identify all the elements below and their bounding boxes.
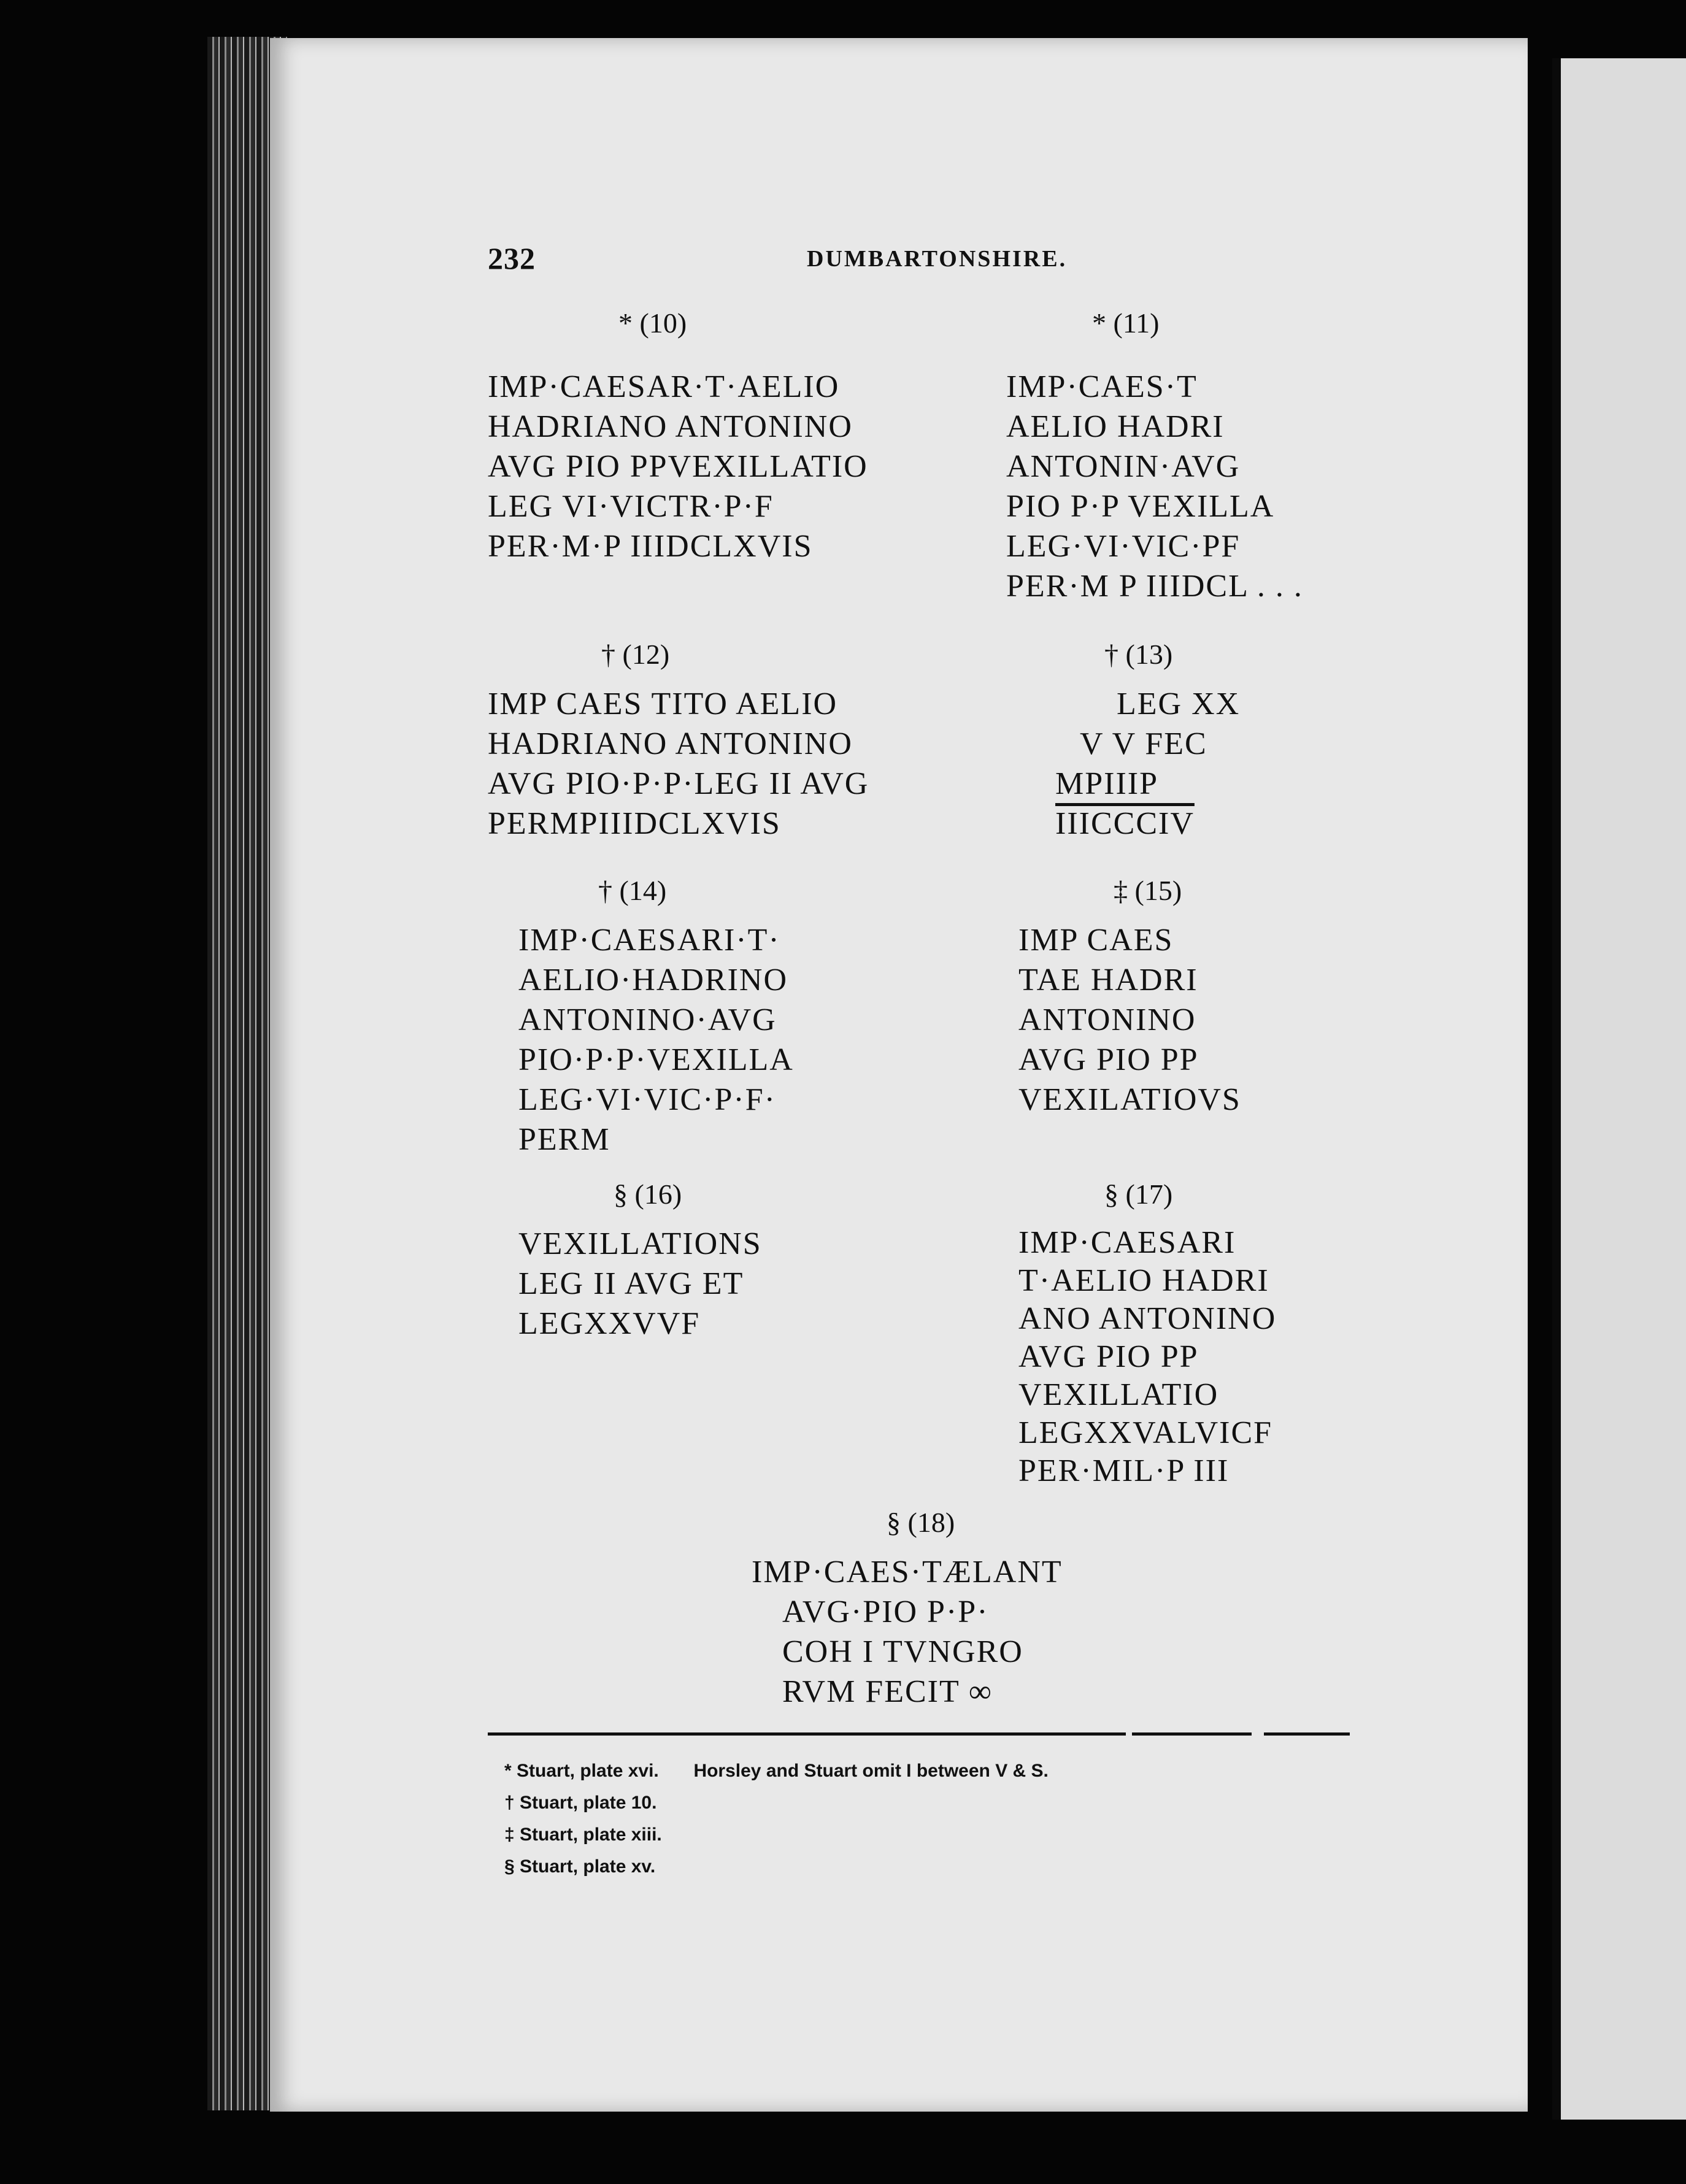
inscription-text: IMP·CAES·T AELIO HADRI ANTONIN·AVG PIO P·P VEXILLA LEG·VI·VIC·PF PER·M P IIIDCL . . . xyxy=(1006,369,1303,604)
inscription-text: IMP·CAESAR·T·AELIO HADRIANO ANTONINO AVG PIO PPVEXILLATIO LEG VI·VICTR·P·F PER·M·P IIIDCLXVIS xyxy=(488,369,868,564)
inscription-text: LEG XX V V FEC MPIIIP IIICCCIV xyxy=(1055,686,1241,841)
inscription-text: IMP·CAES·TÆLANT AVG·PIO P·P· COH I TVNGRO RVM FECIT ∞ xyxy=(752,1555,1063,1709)
page-number: 232 xyxy=(488,241,536,275)
footnote: § Stuart, plate xv. xyxy=(504,1856,656,1877)
inscription-label: § (17) xyxy=(1104,1179,1173,1210)
book-page xyxy=(270,38,1528,2112)
inscription-text: IMP CAES TITO AELIO HADRIANO ANTONINO AVG PIO·P·P·LEG II AVG PERMPIIIDCLXVIS xyxy=(488,686,869,841)
inscription-text: IMP·CAESARI·T· AELIO·HADRINO ANTONINO·AVG PIO·P·P·VEXILLA LEG·VI·VIC·P·F· PERM xyxy=(518,923,794,1157)
inscription-text: IMP·CAESARI T·AELIO HADRI ANO ANTONINO AVG PIO PP VEXILLATIO LEGXXVALVICF PER·MIL·P III xyxy=(1018,1225,1277,1488)
inscription-label: § (16) xyxy=(614,1179,682,1210)
footnote-rule xyxy=(1264,1732,1350,1736)
footnote: * Stuart, plate xvi. Horsley and Stuart omit I between V & S. xyxy=(504,1761,1049,1781)
inscription-label: ‡ (15) xyxy=(1114,875,1182,906)
inscription-label: † (13) xyxy=(1104,639,1173,670)
inscription-label: † (12) xyxy=(601,639,670,670)
inscription-label: * (10) xyxy=(618,307,687,339)
inscription-label: * (11) xyxy=(1092,307,1160,339)
running-head: DUMBARTONSHIRE. xyxy=(807,246,1068,272)
footnote-rule xyxy=(1132,1732,1252,1736)
inscription-label: † (14) xyxy=(598,875,667,906)
facing-page-edge xyxy=(1552,58,1686,2120)
footnote-rule xyxy=(488,1732,1126,1736)
inscription-label: § (18) xyxy=(887,1507,955,1538)
footnote: † Stuart, plate 10. xyxy=(504,1793,657,1813)
inscription-text: IMP CAES TAE HADRI ANTONINO AVG PIO PP VEXILATIOVS xyxy=(1018,923,1241,1117)
footnote: ‡ Stuart, plate xiii. xyxy=(504,1824,662,1845)
inscription-text: VEXILLATIONS LEG II AVG ET LEGXXVVF xyxy=(518,1226,762,1341)
